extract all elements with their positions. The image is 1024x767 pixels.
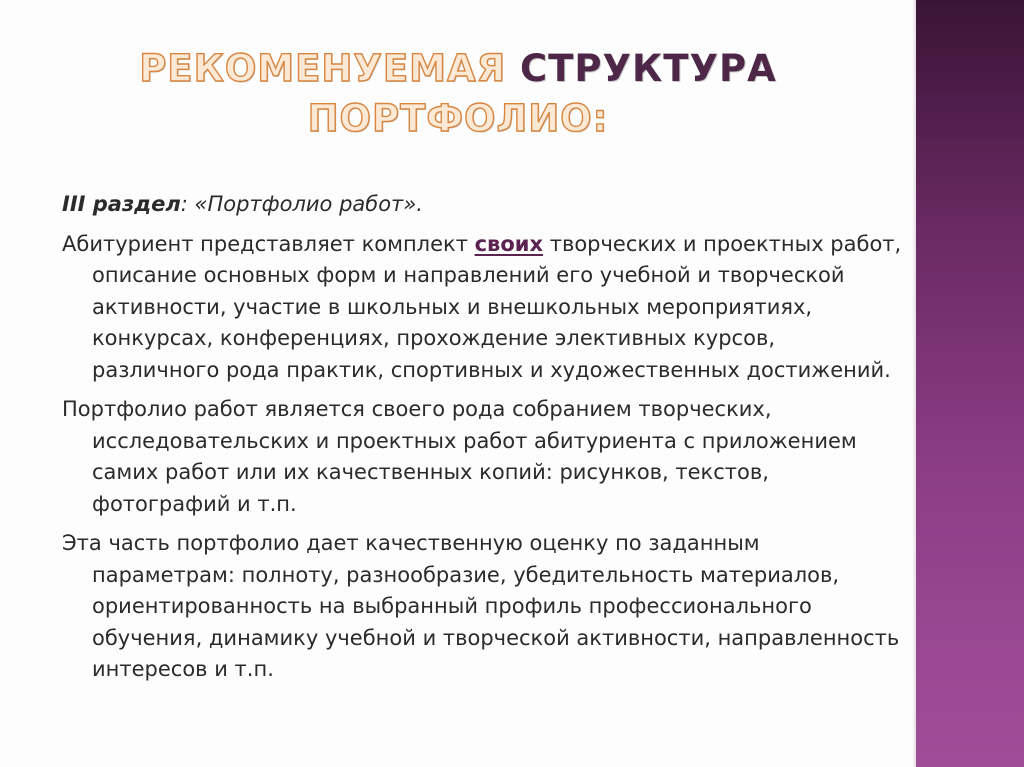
decorative-side-band: [916, 0, 1024, 767]
section-heading: [62, 189, 902, 221]
paragraph-1-start: Абитуриент представляет комплект: [62, 231, 475, 256]
own-works-link[interactable]: своих: [474, 231, 544, 256]
section-colon: :: [180, 192, 188, 216]
section-title: «Портфолио работ».: [187, 192, 423, 216]
title-line-1: [0, 44, 916, 94]
paragraph-2: Портфолио работ является своего рода собранием творческих, исследовательских и проектных работ абитуриента с приложением самих работ или их качественных копий: рисунков, текстов, фотографий и т.п.: [62, 397, 857, 516]
title-word-recommended: РЕКОМЕНУЕМАЯ: [139, 47, 507, 90]
title-word-portfolio: ПОРТФОЛИО:: [307, 97, 609, 140]
title-line-2: [0, 94, 916, 144]
paragraph-1: [62, 229, 902, 387]
paragraph-3: Эта часть портфолио дает качественную оценку по заданным параметрам: полноту, разнообразие, убедительность материалов, ориентированность на выбранный профиль профессионального обучения, динамику учебной и творческой активности, направленность интересов и т.п.: [62, 531, 900, 681]
slide-body: [62, 189, 902, 694]
section-label: III раздел: [62, 192, 181, 216]
title-word-structure: СТРУКТУРА: [519, 47, 777, 90]
slide-title: [0, 44, 916, 144]
paragraph-1-end: творческих и проектных работ, описание основных форм и направлений его учебной и творческой активности, участие в школьных и внешкольных мероприятиях, конкурсах, конференциях, прохождение элективных курсов, различного рода практик, спортивных и художественных достижений.: [92, 231, 902, 382]
